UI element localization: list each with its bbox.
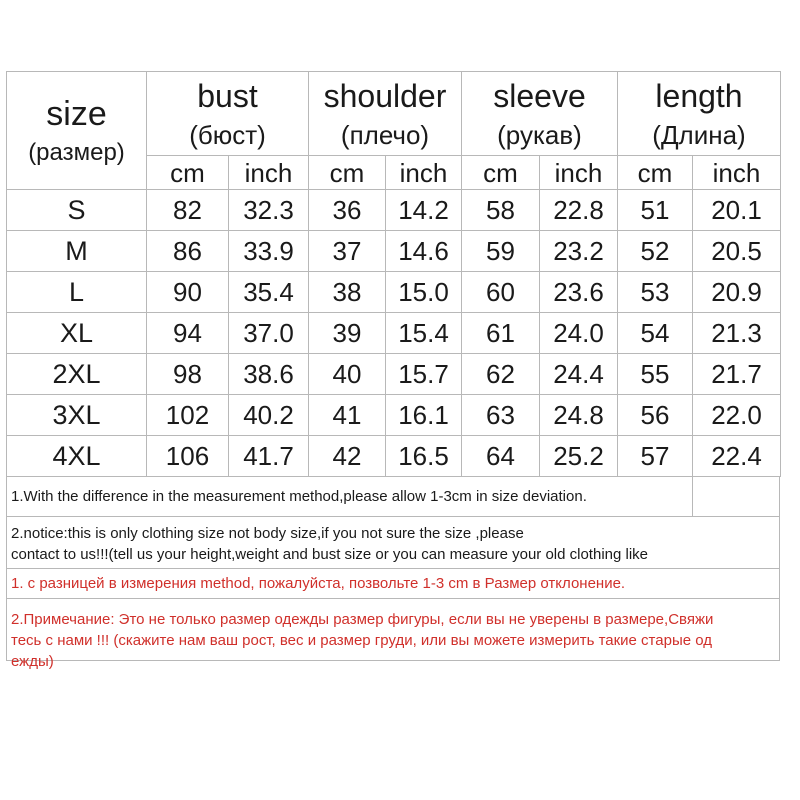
- measurement-cell: 98: [147, 354, 229, 395]
- measurement-cell: 16.1: [386, 395, 462, 436]
- size-label-cell: S: [7, 190, 147, 231]
- note-text: 1.With the difference in the measurement method,please allow 1-3cm in size deviation.: [7, 477, 693, 516]
- size-row: [7, 190, 781, 231]
- size-label-cell: 4XL: [7, 436, 147, 477]
- note-line: ежды): [11, 653, 54, 670]
- size-row: [7, 395, 781, 436]
- measurement-cell: 51: [618, 190, 693, 231]
- measurement-cell: 41.7: [229, 436, 309, 477]
- note-line: contact to us!!!(tell us your height,weight and bust size or you can measure your old clothing like: [11, 546, 649, 563]
- measurement-cell: 55: [618, 354, 693, 395]
- measurement-cell: 52: [618, 231, 693, 272]
- measurement-cell: 41: [309, 395, 386, 436]
- size-row: [7, 354, 781, 395]
- measurement-cell: 21.7: [693, 354, 781, 395]
- note-line: 2.Примечание: Это не только размер одежды размер фигуры, если вы не уверены в размере,Свяжи: [11, 611, 714, 628]
- unit-cell: cm: [309, 156, 386, 190]
- measurement-cell: 20.5: [693, 231, 781, 272]
- measurement-cell: 22.0: [693, 395, 781, 436]
- note-line: 2.notice:this is only clothing size not body size,if you not sure the size ,please: [11, 525, 524, 542]
- measurement-cell: 62: [462, 354, 540, 395]
- size-row: [7, 272, 781, 313]
- size-row: [7, 231, 781, 272]
- size-label-cell: XL: [7, 313, 147, 354]
- header-shoulder-label: shoulder: [323, 77, 447, 114]
- measurement-cell: 57: [618, 436, 693, 477]
- measurement-cell: 32.3: [229, 190, 309, 231]
- header-bust-label: bust: [197, 77, 258, 114]
- measurement-cell: 22.4: [693, 436, 781, 477]
- measurement-cell: 102: [147, 395, 229, 436]
- measurement-cell: 53: [618, 272, 693, 313]
- header-length: [618, 72, 781, 156]
- measurement-cell: 54: [618, 313, 693, 354]
- measurement-cell: 15.0: [386, 272, 462, 313]
- note-measurement-ru: [6, 569, 780, 599]
- measurement-cell: 14.2: [386, 190, 462, 231]
- measurement-cell: 42: [309, 436, 386, 477]
- size-row: [7, 313, 781, 354]
- header-shoulder-sub: (плечо): [340, 119, 430, 150]
- measurement-cell: 36: [309, 190, 386, 231]
- measurement-cell: 23.2: [540, 231, 618, 272]
- measurement-cell: 61: [462, 313, 540, 354]
- size-label-cell: 2XL: [7, 354, 147, 395]
- header-size-sub: (размер): [28, 138, 125, 166]
- header-sleeve-label: sleeve: [493, 77, 586, 114]
- header-sleeve-sub: (рукав): [497, 119, 582, 150]
- measurement-cell: 20.1: [693, 190, 781, 231]
- note-text: 1. с разницей в измерения method, пожалуйста, позвольте 1-3 cm в Размер отклонение.: [11, 575, 626, 592]
- size-row: [7, 436, 781, 477]
- notes: [6, 477, 780, 670]
- size-label-cell: M: [7, 231, 147, 272]
- size-rows: [7, 190, 781, 477]
- note-notice-en: [6, 517, 780, 569]
- measurement-cell: 16.5: [386, 436, 462, 477]
- measurement-cell: 14.6: [386, 231, 462, 272]
- measurement-cell: 90: [147, 272, 229, 313]
- measurement-cell: 21.3: [693, 313, 781, 354]
- measurement-cell: 22.8: [540, 190, 618, 231]
- size-chart: [6, 71, 780, 670]
- measurement-cell: 106: [147, 436, 229, 477]
- measurement-cell: 59: [462, 231, 540, 272]
- measurement-cell: 15.4: [386, 313, 462, 354]
- header-size: [7, 72, 147, 190]
- measurement-cell: 82: [147, 190, 229, 231]
- measurement-cell: 24.8: [540, 395, 618, 436]
- measurement-cell: 58: [462, 190, 540, 231]
- measurement-cell: 94: [147, 313, 229, 354]
- measurement-cell: 37.0: [229, 313, 309, 354]
- measurement-cell: 35.4: [229, 272, 309, 313]
- header-length-label: length: [655, 77, 743, 114]
- header-length-sub: (Длина): [652, 119, 746, 150]
- measurement-cell: 39: [309, 313, 386, 354]
- unit-cell: inch: [540, 156, 618, 190]
- measurement-cell: 37: [309, 231, 386, 272]
- unit-cell: cm: [462, 156, 540, 190]
- measurement-cell: 40: [309, 354, 386, 395]
- measurement-cell: 15.7: [386, 354, 462, 395]
- measurement-cell: 86: [147, 231, 229, 272]
- unit-cell: cm: [147, 156, 229, 190]
- measurement-cell: 60: [462, 272, 540, 313]
- note-line: тесь с нами !!! (скажите нам ваш рост, вес и размер груди, или вы можете измерить такие старые од: [11, 632, 713, 649]
- measurement-cell: 24.4: [540, 354, 618, 395]
- measurement-cell: 25.2: [540, 436, 618, 477]
- header-sleeve: [462, 72, 618, 156]
- measurement-cell: 33.9: [229, 231, 309, 272]
- measurement-cell: 38: [309, 272, 386, 313]
- measurement-cell: 20.9: [693, 272, 781, 313]
- header-size-label: size: [46, 94, 107, 133]
- measurement-cell: 40.2: [229, 395, 309, 436]
- measurement-cell: 24.0: [540, 313, 618, 354]
- size-label-cell: 3XL: [7, 395, 147, 436]
- size-table: [6, 71, 781, 477]
- size-label-cell: L: [7, 272, 147, 313]
- note-notice-ru: [6, 599, 780, 670]
- header-shoulder: [309, 72, 462, 156]
- measurement-cell: 23.6: [540, 272, 618, 313]
- unit-cell: inch: [386, 156, 462, 190]
- unit-cell: cm: [618, 156, 693, 190]
- unit-cell: inch: [693, 156, 781, 190]
- unit-cell: inch: [229, 156, 309, 190]
- measurement-cell: 56: [618, 395, 693, 436]
- measurement-cell: 63: [462, 395, 540, 436]
- header-bust: [147, 72, 309, 156]
- measurement-cell: 38.6: [229, 354, 309, 395]
- note-measurement-en: [6, 477, 780, 517]
- header-bust-sub: (бюст): [189, 119, 266, 150]
- measurement-cell: 64: [462, 436, 540, 477]
